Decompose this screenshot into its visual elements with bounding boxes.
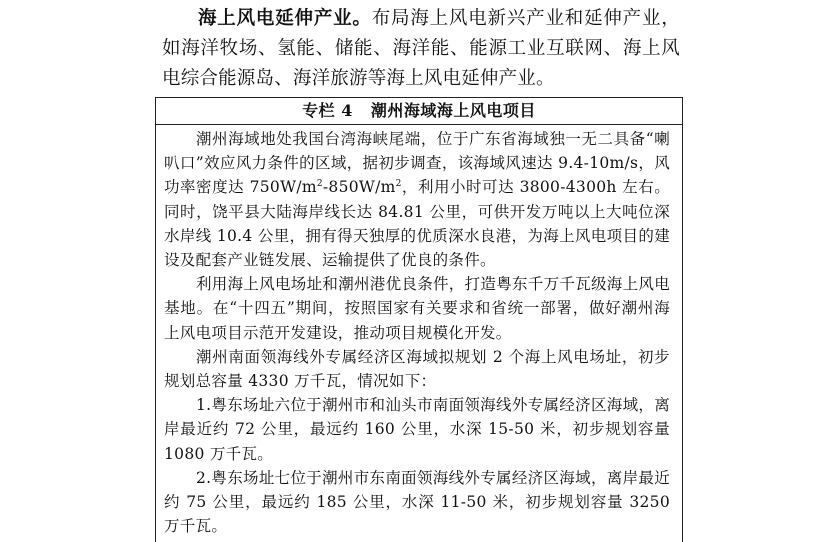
box-paragraph-4: 1.粤东场址六位于潮州市和汕头市南面领海线外专属经济区海域，离岸最近约 72 公里，最远约 160 公里，水深 15-50 米，初步规划容量 1080 万千瓦。 <box>164 396 670 463</box>
intro-lead: 海上风电延伸产业。 <box>198 8 372 29</box>
p1-part-b: -850W/m <box>322 178 396 197</box>
box-title <box>156 98 682 125</box>
box-title-text: 潮州海域海上风电项目 <box>370 101 536 120</box>
intro-text: 布局海上风电新兴产业和延伸产业，如海洋牧场、氢能、储能、海洋能、能源工业互联网、海上风电综合能源岛、海洋旅游等海上风电延伸产业。 <box>162 8 680 89</box>
p1-part-a: 潮州海域地处我国台湾海峡尾端，位于广东省海域独一无二具备“喇叭口”效应风力条件的区域，据初步调查，该海域风速达 9.4-10m/s，风功率密度达 750W/m <box>164 130 670 197</box>
box-title-number: 专栏 4 <box>302 101 353 120</box>
box-paragraph-3: 潮州南面领海线外专属经济区海域拟规划 2 个海上风电场址，初步规划总容量 4330 万千瓦，情况如下： <box>164 347 670 391</box>
p1-part-c: ，利用小时可达 3800-4300h 左右。同时，饶平县大陆海岸线长达 84.81 公里，可供开发万吨以上大吨位深水岸线 10.4 公里，拥有得天独厚的优质深水良港，为海上风电项目的建设及配套产业链发展、运输提供了优良的条件。 <box>164 178 670 270</box>
box-paragraph-2: 利用海上风电场址和潮州港优良条件，打造粤东千万千瓦级海上风电基地。在“十四五”期间，按照国家有关要求和省统一部署，做好潮州海上风电项目示范开发建设，推动项目规模化开发。 <box>164 275 671 342</box>
box-paragraph-1 <box>164 127 670 272</box>
intro-paragraph <box>162 4 680 94</box>
feature-box <box>155 97 683 542</box>
box-body <box>156 125 682 538</box>
p1-superscript-2: 2 <box>395 179 402 190</box>
p1-superscript-1: 2 <box>316 179 323 190</box>
box-paragraph-5: 2.粤东场址七位于潮州市东南面领海线外专属经济区海域，离岸最近约 75 公里，最远约 185 公里，水深 11-50 米，初步规划容量 3250 万千瓦。 <box>164 468 670 536</box>
